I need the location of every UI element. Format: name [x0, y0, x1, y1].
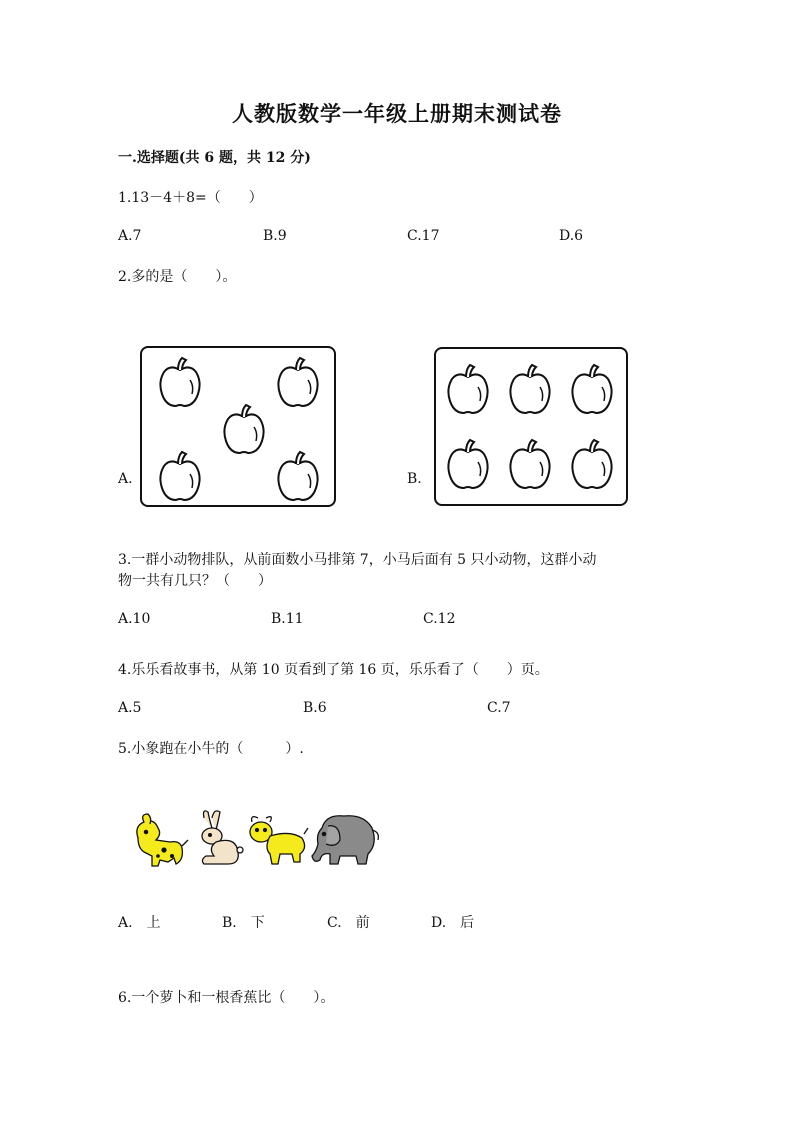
elephant-icon [312, 816, 378, 864]
question-3-stem-line2: 物一共有几只？（ ） [118, 573, 272, 589]
q5-option-c[interactable]: C. 前 [327, 915, 370, 931]
q4-option-a[interactable]: A.5 [118, 700, 142, 716]
apple-icon [506, 436, 554, 492]
animal-row-illustration [130, 808, 380, 872]
question-5-stem: 5.小象跑在小牛的（ ）. [118, 741, 304, 757]
q5-option-b[interactable]: B. 下 [222, 915, 265, 931]
apple-icon [156, 354, 204, 410]
question-4-stem: 4.乐乐看故事书，从第 10 页看到了第 16 页，乐乐看了（ ）页。 [118, 662, 549, 678]
dog-icon [137, 814, 188, 866]
q2-option-a-label[interactable]: A. [118, 471, 133, 487]
question-3-stem-line1: 3.一群小动物排队，从前面数小马排第 7，小马后面有 5 只小动物，这群小动 [118, 552, 597, 568]
apple-icon [274, 448, 322, 504]
q5-option-d[interactable]: D. 后 [431, 915, 475, 931]
q5-option-a[interactable]: A. 上 [118, 915, 161, 931]
apple-icon [568, 361, 616, 417]
apple-icon [568, 436, 616, 492]
q4-option-c[interactable]: C.7 [487, 700, 511, 716]
q3-option-a[interactable]: A.10 [118, 611, 151, 627]
q4-option-b[interactable]: B.6 [303, 700, 327, 716]
apple-icon [274, 354, 322, 410]
section-heading: 一.选择题(共 6 题，共 12 分) [118, 150, 311, 166]
rabbit-icon [202, 811, 243, 864]
question-2-stem: 2.多的是（ ）。 [118, 269, 237, 285]
q2-option-b-label[interactable]: B. [407, 471, 422, 487]
apple-icon [444, 436, 492, 492]
question-1-stem: 1.13－4＋8=（ ） [118, 190, 263, 206]
q3-option-b[interactable]: B.11 [271, 611, 304, 627]
question-6-stem: 6.一个萝卜和一根香蕉比（ ）。 [118, 990, 335, 1006]
ox-icon [250, 817, 308, 864]
q1-option-b[interactable]: B.9 [263, 228, 287, 244]
apple-icon [156, 448, 204, 504]
apple-icon [506, 361, 554, 417]
q2-option-b-box[interactable] [434, 347, 628, 506]
q3-option-c[interactable]: C.12 [423, 611, 456, 627]
q1-option-a[interactable]: A.7 [118, 228, 142, 244]
apple-icon [444, 361, 492, 417]
q1-option-d[interactable]: D.6 [559, 228, 584, 244]
q2-option-a-box[interactable] [140, 346, 336, 507]
page-title: 人教版数学一年级上册期末测试卷 [232, 101, 562, 126]
apple-icon [220, 401, 268, 457]
q1-option-c[interactable]: C.17 [407, 228, 440, 244]
